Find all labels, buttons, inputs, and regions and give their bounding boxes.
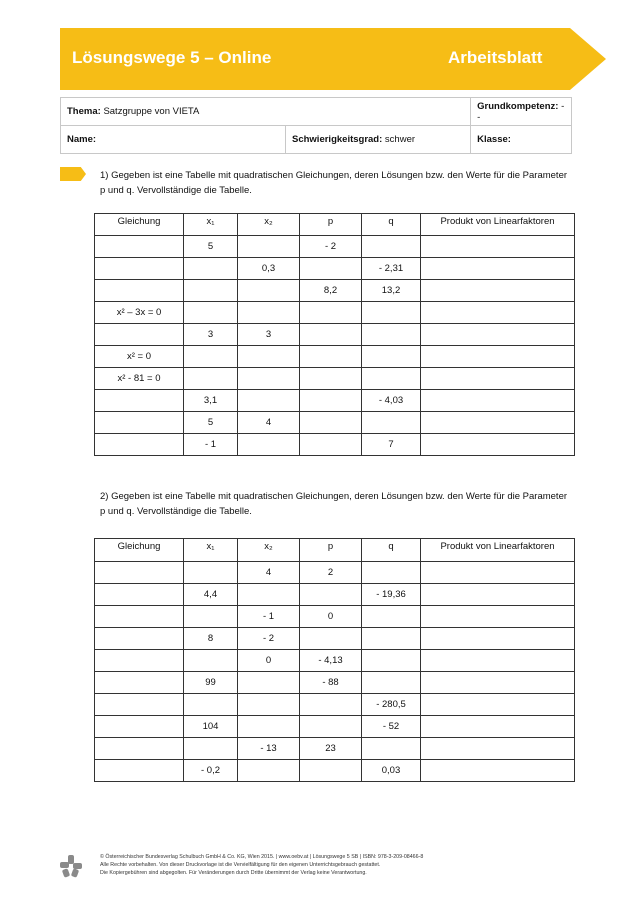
- table-cell: 8,2: [300, 280, 362, 302]
- worksheet-type: Arbeitsblatt: [448, 48, 543, 67]
- page-title: Lösungswege 5 – Online: [72, 48, 272, 67]
- table-cell[interactable]: [238, 368, 300, 390]
- table-cell[interactable]: [300, 584, 362, 606]
- table-cell[interactable]: [95, 650, 184, 672]
- table-cell: - 280,5: [362, 694, 421, 716]
- table-cell[interactable]: [95, 628, 184, 650]
- table-cell[interactable]: [95, 584, 184, 606]
- table-cell[interactable]: [421, 258, 575, 280]
- table-cell[interactable]: [362, 738, 421, 760]
- column-header: Produkt von Linearfaktoren: [421, 539, 575, 562]
- table-cell[interactable]: [300, 760, 362, 782]
- table-cell: - 52: [362, 716, 421, 738]
- table-cell[interactable]: [95, 606, 184, 628]
- table-cell[interactable]: [362, 628, 421, 650]
- table-row: [95, 760, 575, 782]
- table-cell[interactable]: [421, 346, 575, 368]
- table-cell[interactable]: [238, 280, 300, 302]
- table-cell[interactable]: [184, 738, 238, 760]
- table-cell[interactable]: [421, 562, 575, 584]
- table-row: [95, 650, 575, 672]
- column-header: Gleichung: [95, 214, 184, 236]
- table-header-row: [95, 539, 575, 562]
- table-cell[interactable]: [95, 562, 184, 584]
- table-cell: - 0,2: [184, 760, 238, 782]
- table-cell[interactable]: [95, 280, 184, 302]
- table-cell: 8: [184, 628, 238, 650]
- table-cell[interactable]: [362, 650, 421, 672]
- thema-cell: [61, 98, 471, 126]
- info-table: [60, 97, 572, 154]
- table-cell: - 4,03: [362, 390, 421, 412]
- table-cell[interactable]: [421, 650, 575, 672]
- table-cell: x² - 81 = 0: [95, 368, 184, 390]
- table-cell: 2: [300, 562, 362, 584]
- table-cell: - 88: [300, 672, 362, 694]
- table-cell[interactable]: [362, 606, 421, 628]
- table-cell: 0,03: [362, 760, 421, 782]
- table-cell[interactable]: [184, 346, 238, 368]
- table-row: [95, 628, 575, 650]
- footer-line-1: © Österreichischer Bundesverlag Schulbuch GmbH & Co. KG, Wien 2015. | www.oebv.at | Lösungswege 5 SB | ISBN: 978-3-209-08466-8: [100, 854, 424, 860]
- table-cell[interactable]: [300, 302, 362, 324]
- table-cell[interactable]: [95, 258, 184, 280]
- table-cell[interactable]: [421, 628, 575, 650]
- table-cell: - 2: [238, 628, 300, 650]
- table-cell: 13,2: [362, 280, 421, 302]
- table-cell[interactable]: [300, 368, 362, 390]
- column-header: Gleichung: [95, 539, 184, 562]
- klasse-label: Klasse:: [477, 134, 511, 145]
- table-row: [95, 390, 575, 412]
- table-cell: 0,3: [238, 258, 300, 280]
- table-cell[interactable]: [184, 258, 238, 280]
- column-header: p: [300, 539, 362, 562]
- table-cell: - 1: [238, 606, 300, 628]
- table-cell[interactable]: [421, 236, 575, 258]
- table-row: [95, 280, 575, 302]
- klasse-cell[interactable]: [471, 126, 572, 154]
- table-cell: x² = 0: [95, 346, 184, 368]
- table-row: [95, 346, 575, 368]
- column-header: x₁: [184, 214, 238, 236]
- table-cell: 5: [184, 236, 238, 258]
- table-cell[interactable]: [238, 584, 300, 606]
- table-cell[interactable]: [238, 760, 300, 782]
- column-header: x₂: [238, 214, 300, 236]
- table-cell[interactable]: [362, 346, 421, 368]
- table-row: [95, 258, 575, 280]
- table-row: [95, 302, 575, 324]
- footer-copyright: [100, 853, 570, 877]
- table-cell[interactable]: [421, 606, 575, 628]
- table-cell[interactable]: [95, 434, 184, 456]
- table-cell: 0: [238, 650, 300, 672]
- column-header: q: [362, 539, 421, 562]
- table-cell[interactable]: [95, 324, 184, 346]
- table-cell[interactable]: [184, 368, 238, 390]
- table-cell: 7: [362, 434, 421, 456]
- table-cell[interactable]: [184, 562, 238, 584]
- column-header: Produkt von Linearfaktoren: [421, 214, 575, 236]
- schwierigkeit-value: schwer: [384, 134, 416, 145]
- task1-text: 1) Gegeben ist eine Tabelle mit quadratischen Gleichungen, deren Lösungen bzw. den Werte für die Parameter p und q. Vervollständige die Tabelle.: [100, 170, 568, 196]
- table-cell: - 1: [184, 434, 238, 456]
- thema-value: Satzgruppe von VIETA: [103, 106, 200, 117]
- table-cell: - 2,31: [362, 258, 421, 280]
- table-cell: 3: [238, 324, 300, 346]
- table-cell[interactable]: [95, 716, 184, 738]
- table-cell[interactable]: [238, 672, 300, 694]
- table-cell[interactable]: [421, 738, 575, 760]
- table-row: [95, 694, 575, 716]
- table-cell: 23: [300, 738, 362, 760]
- task2-table: [94, 538, 575, 782]
- table-cell[interactable]: [95, 236, 184, 258]
- table-row: [95, 324, 575, 346]
- table-cell[interactable]: [300, 412, 362, 434]
- table-cell[interactable]: [362, 672, 421, 694]
- table-cell[interactable]: [421, 302, 575, 324]
- table-cell[interactable]: [300, 434, 362, 456]
- table-row: [95, 562, 575, 584]
- table-cell[interactable]: [95, 760, 184, 782]
- schwierigkeit-cell: [286, 126, 471, 154]
- table-cell[interactable]: [300, 628, 362, 650]
- table-cell[interactable]: [421, 694, 575, 716]
- grundkompetenz-label: Grundkompetenz:: [477, 100, 559, 112]
- table-row: [95, 434, 575, 456]
- name-cell[interactable]: [61, 126, 286, 154]
- table-cell[interactable]: [421, 280, 575, 302]
- table-cell[interactable]: [362, 562, 421, 584]
- grundkompetenz-cell: [471, 98, 572, 126]
- oebv-logo-icon: [58, 853, 84, 879]
- table-cell[interactable]: [421, 672, 575, 694]
- task2-text: 2) Gegeben ist eine Tabelle mit quadratischen Gleichungen, deren Lösungen bzw. den Werte für die Parameter p und q. Vervollständige die Tabelle.: [100, 491, 568, 517]
- table-cell[interactable]: [238, 302, 300, 324]
- table-cell[interactable]: [300, 346, 362, 368]
- table-row: [95, 412, 575, 434]
- thema-label: Thema:: [67, 106, 101, 117]
- table-cell[interactable]: [184, 280, 238, 302]
- table-row: [95, 672, 575, 694]
- column-header: x₂: [238, 539, 300, 562]
- table-cell[interactable]: [300, 324, 362, 346]
- table-cell[interactable]: [421, 324, 575, 346]
- table-cell: 0: [300, 606, 362, 628]
- table-cell[interactable]: [362, 236, 421, 258]
- table-cell[interactable]: [95, 738, 184, 760]
- table-cell: - 19,36: [362, 584, 421, 606]
- table-cell[interactable]: [362, 412, 421, 434]
- table-cell: 104: [184, 716, 238, 738]
- table-cell[interactable]: [421, 760, 575, 782]
- table-cell[interactable]: [184, 650, 238, 672]
- table-cell: x² – 3x = 0: [95, 302, 184, 324]
- table-row: [95, 368, 575, 390]
- table-cell[interactable]: [362, 324, 421, 346]
- schwierigkeit-label: Schwierigkeitsgrad:: [292, 134, 383, 145]
- column-header: q: [362, 214, 421, 236]
- table-cell: 4: [238, 412, 300, 434]
- table-cell[interactable]: [95, 412, 184, 434]
- table-cell: 3: [184, 324, 238, 346]
- table-cell[interactable]: [300, 716, 362, 738]
- name-label: Name:: [67, 134, 97, 145]
- table-row: [95, 716, 575, 738]
- table-cell: 4: [238, 562, 300, 584]
- task-marker-arrow: [60, 167, 86, 181]
- task1-table: [94, 213, 575, 456]
- table-cell[interactable]: [421, 368, 575, 390]
- table-cell[interactable]: [184, 694, 238, 716]
- table-row: [95, 584, 575, 606]
- table-cell: 4,4: [184, 584, 238, 606]
- footer-line-2: Alle Rechte vorbehalten. Von dieser Druckvorlage ist die Vervielfältigung für den eigenen Unterrichtsgebrauch gestattet.: [100, 862, 381, 868]
- table-cell[interactable]: [238, 434, 300, 456]
- table-cell[interactable]: [238, 694, 300, 716]
- table-cell: 99: [184, 672, 238, 694]
- header-banner-arrow: [570, 28, 606, 90]
- table-cell: - 13: [238, 738, 300, 760]
- table-cell[interactable]: [238, 390, 300, 412]
- table-cell[interactable]: [421, 434, 575, 456]
- table-cell: - 2: [300, 236, 362, 258]
- table-cell[interactable]: [362, 302, 421, 324]
- table-cell[interactable]: [421, 716, 575, 738]
- table-cell[interactable]: [95, 390, 184, 412]
- table-row: [95, 606, 575, 628]
- table-cell[interactable]: [300, 390, 362, 412]
- column-header: p: [300, 214, 362, 236]
- footer-line-3: Die Kopiergebühren sind abgegolten. Für Veränderungen durch Dritte übernimmt der Verlag keine Verantwortung.: [100, 870, 367, 876]
- table-cell[interactable]: [362, 368, 421, 390]
- table-cell[interactable]: [238, 346, 300, 368]
- table-row: [95, 738, 575, 760]
- table-cell[interactable]: [238, 236, 300, 258]
- table-cell[interactable]: [300, 258, 362, 280]
- table-cell[interactable]: [184, 302, 238, 324]
- table-cell[interactable]: [300, 694, 362, 716]
- table-cell[interactable]: [184, 606, 238, 628]
- table-header-row: [95, 214, 575, 236]
- table-cell[interactable]: [421, 584, 575, 606]
- table-cell: 3,1: [184, 390, 238, 412]
- table-row: [95, 236, 575, 258]
- table-cell[interactable]: [421, 390, 575, 412]
- table-cell: - 4,13: [300, 650, 362, 672]
- table-cell[interactable]: [421, 412, 575, 434]
- column-header: x₁: [184, 539, 238, 562]
- grundkompetenz-value: --: [477, 100, 565, 123]
- table-cell: 5: [184, 412, 238, 434]
- table-cell[interactable]: [95, 672, 184, 694]
- table-cell[interactable]: [238, 716, 300, 738]
- table-cell[interactable]: [95, 694, 184, 716]
